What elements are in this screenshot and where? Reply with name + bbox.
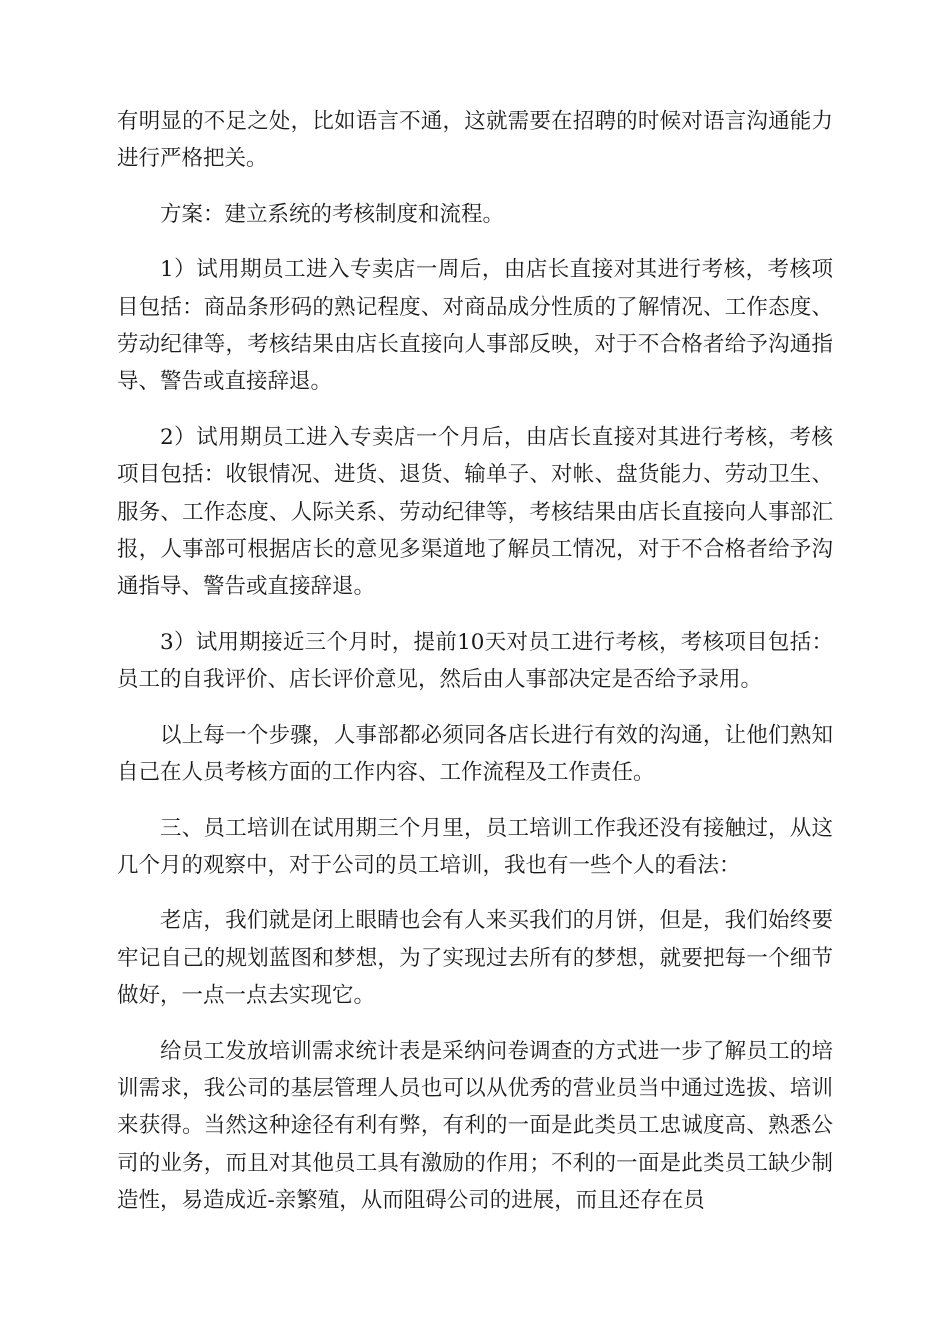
paragraph-continuation: 有明显的不足之处，比如语言不通，这就需要在招聘的时候对语言沟通能力进行严格把关。 — [117, 109, 833, 172]
paragraph-old-store: 老店，我们就是闭上眼睛也会有人来买我们的月饼，但是，我们始终要牢记自己的规划蓝图和梦想，为了实现过去所有的梦想，就要把每一个细节做好，一点一点去实现它。 — [117, 908, 833, 1009]
paragraph-step-1: 1）试用期员工进入专卖店一周后，由店长直接对其进行考核，考核项目包括：商品条形码的熟记程度、对商品成分性质的了解情况、工作态度、劳动纪律等，考核结果由店长直接向人事部反映，对于不合格者给予沟通指导、警告或直接辞退。 — [117, 257, 833, 395]
paragraph-communication: 以上每一个步骤，人事部都必须同各店长进行有效的沟通，让他们熟知自己在人员考核方面的工作内容、工作流程及工作责任。 — [117, 722, 833, 786]
paragraph-training-heading: 三、员工培训在试用期三个月里，员工培训工作我还没有接触过，从这几个月的观察中，对于公司的员工培训，我也有一些个人的看法： — [117, 815, 833, 878]
paragraph-training-survey: 给员工发放培训需求统计表是采纳问卷调查的方式进一步了解员工的培训需求，我公司的基层管理人员也可以从优秀的营业员当中通过选拔、培训来获得。当然这种途径有利有弊，有利的一面是此类员工忠诚度高、熟悉公司的业务，而且对其他员工具有激励的作用；不利的一面是此类员工缺少制造性，易造成近-亲繁殖，从而阻碍公司的进展，而且还存在员 — [117, 1038, 833, 1214]
paragraph-step-3: 3）试用期接近三个月时，提前10天对员工进行考核，考核项目包括：员工的自我评价、店长评价意见，然后由人事部决定是否给予录用。 — [117, 629, 833, 693]
paragraph-step-2: 2）试用期员工进入专卖店一个月后，由店长直接对其进行考核，考核项目包括：收银情况、进货、退货、输单子、对帐、盘货能力、劳动卫生、服务、工作态度、人际关系、劳动纪律等，考核结果由店长直接向人事部汇报，人事部可根据店长的意见多渠道地了解员工情况，对于不合格者给予沟通指导、警告或直接辞退。 — [117, 424, 833, 600]
paragraph-plan: 方案：建立系统的考核制度和流程。 — [160, 201, 505, 227]
document-body — [117, 103, 833, 1238]
